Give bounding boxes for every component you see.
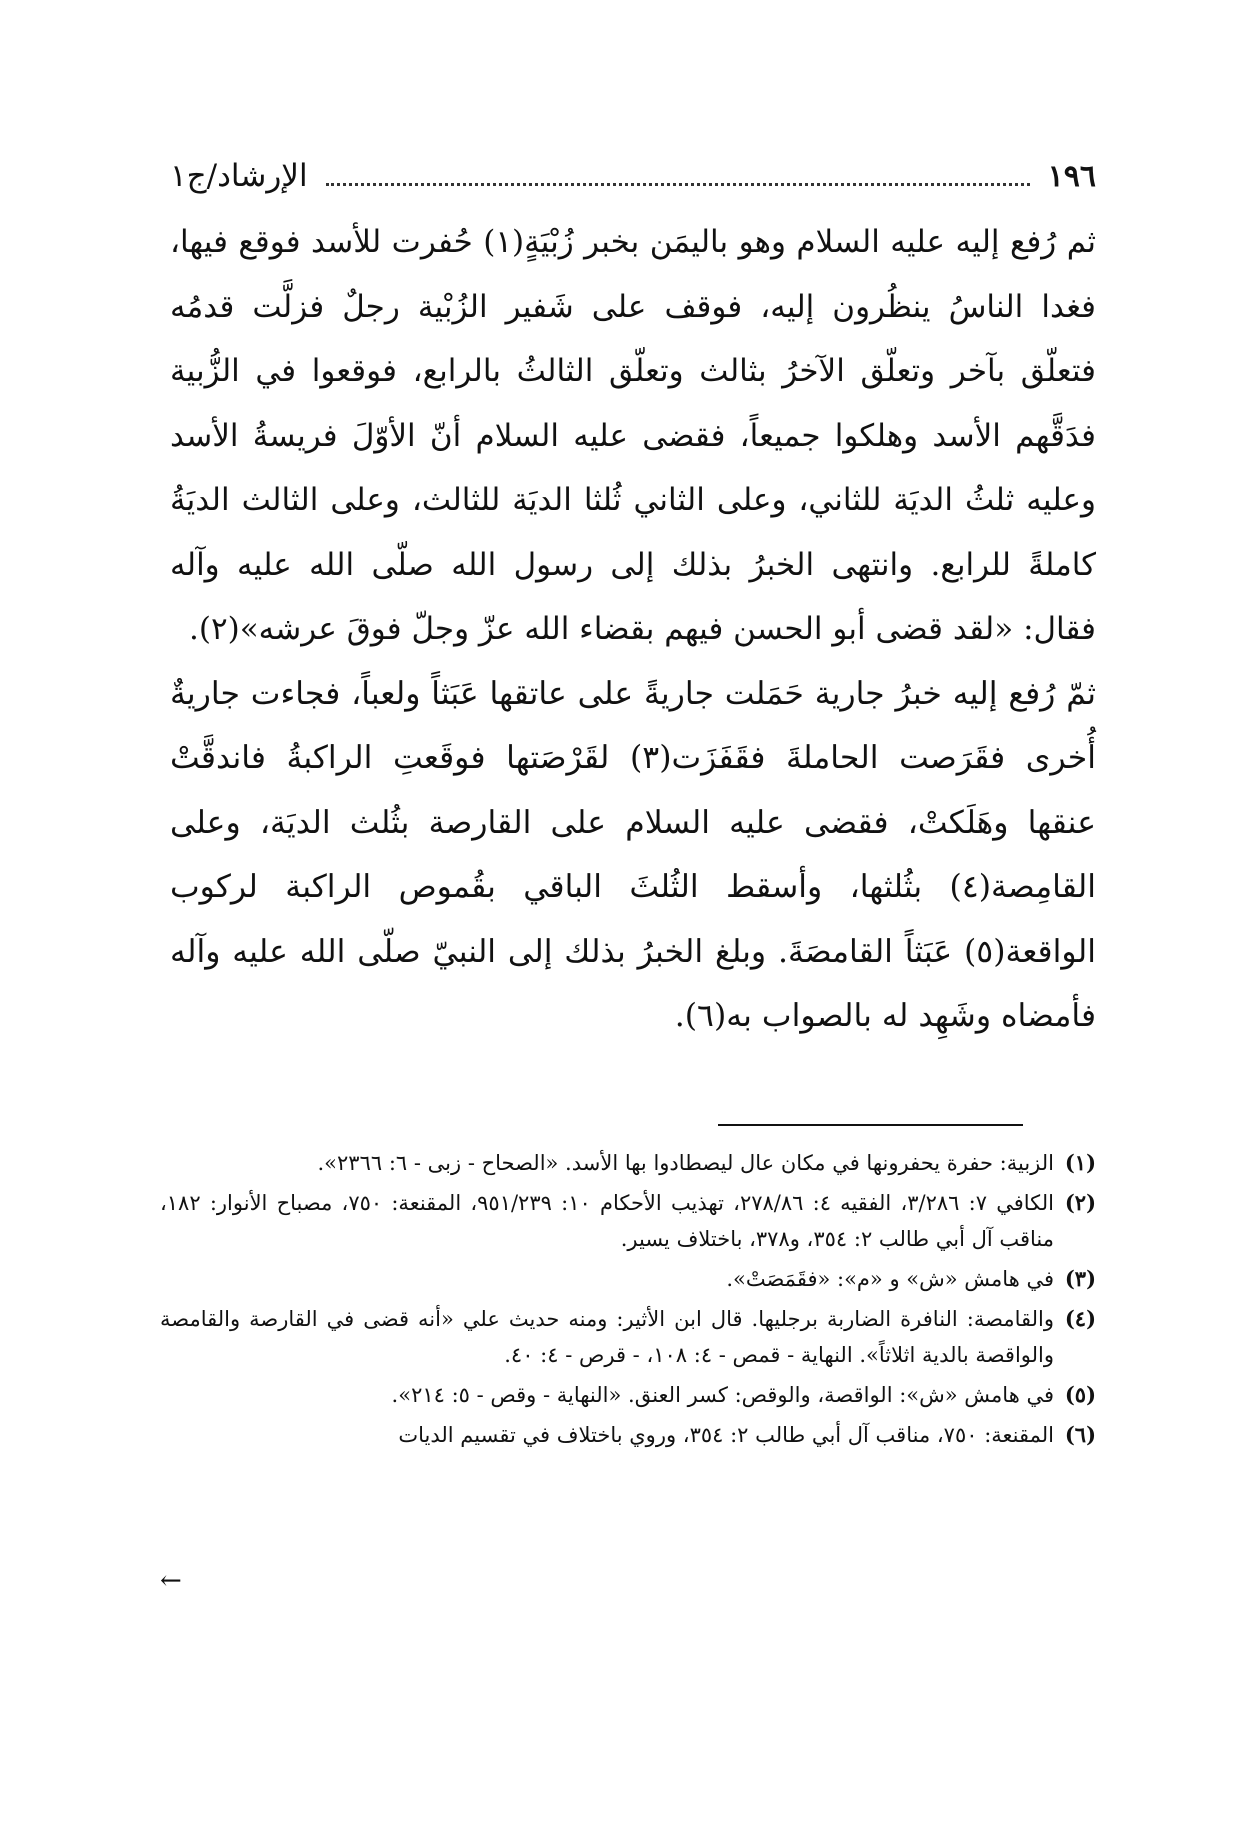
footnote-number: (٥) <box>1064 1382 1096 1407</box>
footnote <box>160 1301 1096 1373</box>
footnote-text: في هامش «ش»: الواقصة، والوقص: كسر العنق. «النهاية - وقص - ٥: ٢١٤». <box>391 1383 1054 1407</box>
footnote-number: (٤) <box>1064 1306 1096 1331</box>
footnote-number: (٢) <box>1064 1190 1096 1215</box>
footnote <box>160 1377 1096 1413</box>
footnotes <box>160 1145 1096 1457</box>
footnote <box>160 1417 1096 1453</box>
paragraph: ثمّ رُفع إليه خبرُ جارية حَمَلت جاريةً على عاتقها عَبَثاً ولعباً، فجاءت جاريةٌ أُخرى فقَرَصت الحاملةَ فقَفَزَت(٣) لقَرْصَتها فوقَعتِ الراكبةُ فاندقَّتْ عنقها وهَلَكتْ، فقضى عليه السلام على القارصة بثُلث الديَة، وعلى القامِصة(٤) بثُلثها، وأسقط الثُلثَ الباقي بقُموص الراكبة لركوب الواقعة(٥) عَبَثاً القامصَةَ. وبلغ الخبرُ بذلك إلى النبيّ صلّى الله عليه وآله فأمضاه وشَهِد له بالصواب به(٦). <box>170 675 1096 1034</box>
footnote-text: في هامش «ش» و «م»: «فقَمَصَتْ». <box>726 1267 1054 1291</box>
footnote <box>160 1261 1096 1297</box>
page-number: ١٩٦ <box>1047 158 1096 194</box>
book-title: الإرشاد/ج١ <box>170 158 308 194</box>
footnote <box>160 1185 1096 1257</box>
footnote-text: الزبية: حفرة يحفرونها في مكان عال ليصطادوا بها الأسد. «الصحاح - زبى - ٦: ٢٣٦٦». <box>317 1151 1054 1175</box>
continue-arrow-icon: ← <box>160 1566 182 1596</box>
dotted-leader <box>326 167 1030 186</box>
footnote-number: (٦) <box>1064 1422 1096 1447</box>
main-text <box>170 210 1096 1049</box>
footnote <box>160 1145 1096 1181</box>
footnote-text: والقامصة: النافرة الضاربة برجليها. قال ابن الأثير: ومنه حديث علي «أنه قضى في القارصة والقامصة والواقصة بالدية اثلاثاً». النهاية - قمص - ٤: ١٠٨، - قرص - ٤: ٤٠. <box>160 1307 1054 1367</box>
paragraph: ثم رُفع إليه عليه السلام وهو باليمَن بخبر زُبْيَةٍ(١) حُفرت للأسد فوقع فيها، فغدا الناسُ ينظُرون إليه، فوقف على شَفير الزُبْية رجلٌ فزلَّت قدمُه فتعلّق بآخر وتعلّق الآخرُ بثالث وتعلّق الثالثُ بالرابع، فوقعوا في الزُّبية فدَقَّهم الأسد وهلكوا جميعاً، فقضى عليه السلام أنّ الأوّلَ فريسةُ الأسد وعليه ثلثُ الديَة للثاني، وعلى الثاني ثُلثا الديَة للثالث، وعلى الثالث الديَةُ كاملةً للرابع. وانتهى الخبرُ بذلك إلى رسول الله صلّى الله عليه وآله فقال: «لقد قضى أبو الحسن فيهم بقضاء الله عزّ وجلّ فوقَ عرشه»(٢). <box>170 224 1096 647</box>
footnote-number: (١) <box>1064 1150 1096 1175</box>
running-header <box>170 152 1096 200</box>
footnote-number: (٣) <box>1064 1266 1096 1291</box>
footnote-text: الكافي ٧: ٣/٢٨٦، الفقيه ٤: ٢٧٨/٨٦، تهذيب الأحكام ١٠: ٩٥١/٢٣٩، المقنعة: ٧٥٠، مصباح الأنوار: ١٨٢، مناقب آل أبي طالب ٢: ٣٥٤، و٣٧٨، باختلاف يسير. <box>160 1191 1054 1251</box>
footnote-separator <box>718 1124 1023 1126</box>
footnote-text: المقنعة: ٧٥٠، مناقب آل أبي طالب ٢: ٣٥٤، وروي باختلاف في تقسيم الديات <box>398 1423 1054 1447</box>
